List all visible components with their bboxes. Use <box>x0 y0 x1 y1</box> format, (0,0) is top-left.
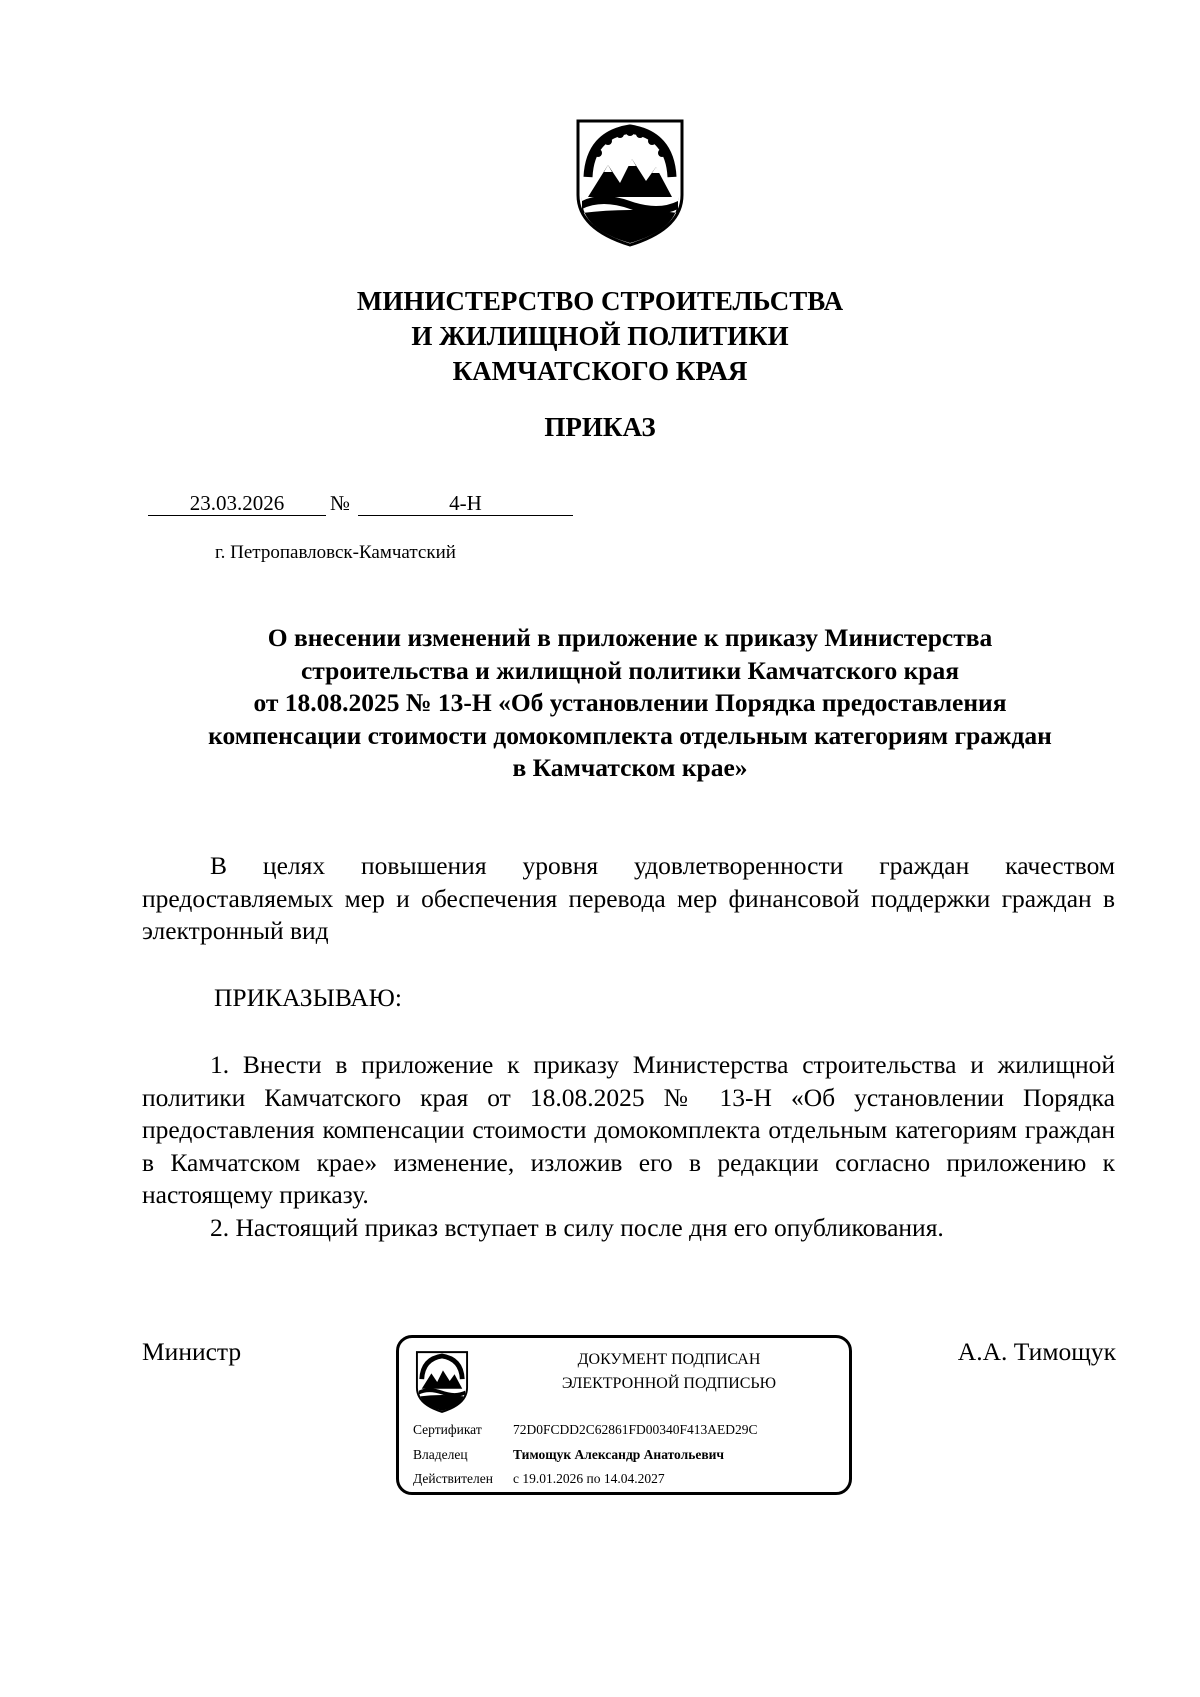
preamble-paragraph <box>142 850 1115 948</box>
subject-line-4: компенсации стоимости домокомплекта отдельным категориям граждан <box>208 720 1052 750</box>
order-subject <box>150 622 1110 785</box>
document-type: ПРИКАЗ <box>544 412 656 442</box>
subject-line-1: О внесении изменений в приложение к приказу Министерства <box>267 623 993 652</box>
subject-line-5: в Камчатском крае» <box>512 753 748 782</box>
number-sign: № <box>330 491 351 515</box>
stamp-title <box>519 1348 819 1396</box>
preamble-text: В целях повышения уровня удовлетворенности граждан качеством предоставляемых мер и обеспечения перевода мер финансовой поддержки граждан в электронный вид <box>142 851 1115 945</box>
ministry-line-3: КАМЧАТСКОГО КРАЯ <box>452 356 748 386</box>
order-word: ПРИКАЗЫВАЮ: <box>214 983 402 1012</box>
owner-value: Тимощук Александр Анатольевич <box>513 1447 725 1462</box>
signer-name: А.А. Тимощук <box>957 1337 1116 1366</box>
certificate-value: 72D0FCDD2C62861FD00340F413AED29C <box>513 1422 758 1437</box>
ministry-name <box>0 284 1200 389</box>
stamp-certificate-row <box>413 1421 758 1439</box>
owner-label: Владелец <box>413 1447 468 1462</box>
stamp-title-line-2: ЭЛЕКТРОННОЙ ПОДПИСЬЮ <box>561 1375 777 1392</box>
certificate-label: Сертификат <box>413 1422 482 1437</box>
order-number: 4-Н <box>358 491 573 516</box>
order-item-2: 2. Настоящий приказ вступает в силу после дня его опубликования. <box>210 1212 944 1242</box>
stamp-title-line-1: ДОКУМЕНТ ПОДПИСАН <box>577 1351 761 1368</box>
order-date: 23.03.2026 <box>148 491 326 516</box>
signer-title: Министр <box>142 1337 242 1366</box>
validity-value: с 19.01.2026 по 14.04.2027 <box>513 1471 665 1486</box>
subject-line-3: от 18.08.2025 № 13-Н «Об установлении Порядка предоставления <box>253 688 1007 717</box>
city-name: г. Петропавловск-Камчатский <box>215 542 456 563</box>
subject-line-2: строительства и жилищной политики Камчатского края <box>300 655 960 685</box>
validity-label: Действителен <box>413 1471 493 1486</box>
date-number-line <box>148 491 573 519</box>
e-signature-stamp <box>396 1335 852 1495</box>
order-item-1: 1. Внести в приложение к приказу Министерства строительства и жилищной политики Камчатского края от 18.08.2025 № 13-Н «Об установлении Порядка предоставления компенсации стоимости домокомплекта отдельным категориям граждан в Камчатском крае» изменение, изложив его в редакции согласно приложению к настоящему приказу. <box>142 1050 1115 1209</box>
stamp-coat-of-arms-icon <box>415 1350 469 1414</box>
coat-of-arms-icon <box>574 117 686 249</box>
ministry-line-2: И ЖИЛИЩНОЙ ПОЛИТИКИ <box>411 321 789 351</box>
stamp-validity-row <box>413 1470 665 1488</box>
stamp-owner-row <box>413 1446 724 1464</box>
order-items <box>142 1049 1115 1244</box>
ministry-line-1: МИНИСТЕРСТВО СТРОИТЕЛЬСТВА <box>356 286 844 316</box>
